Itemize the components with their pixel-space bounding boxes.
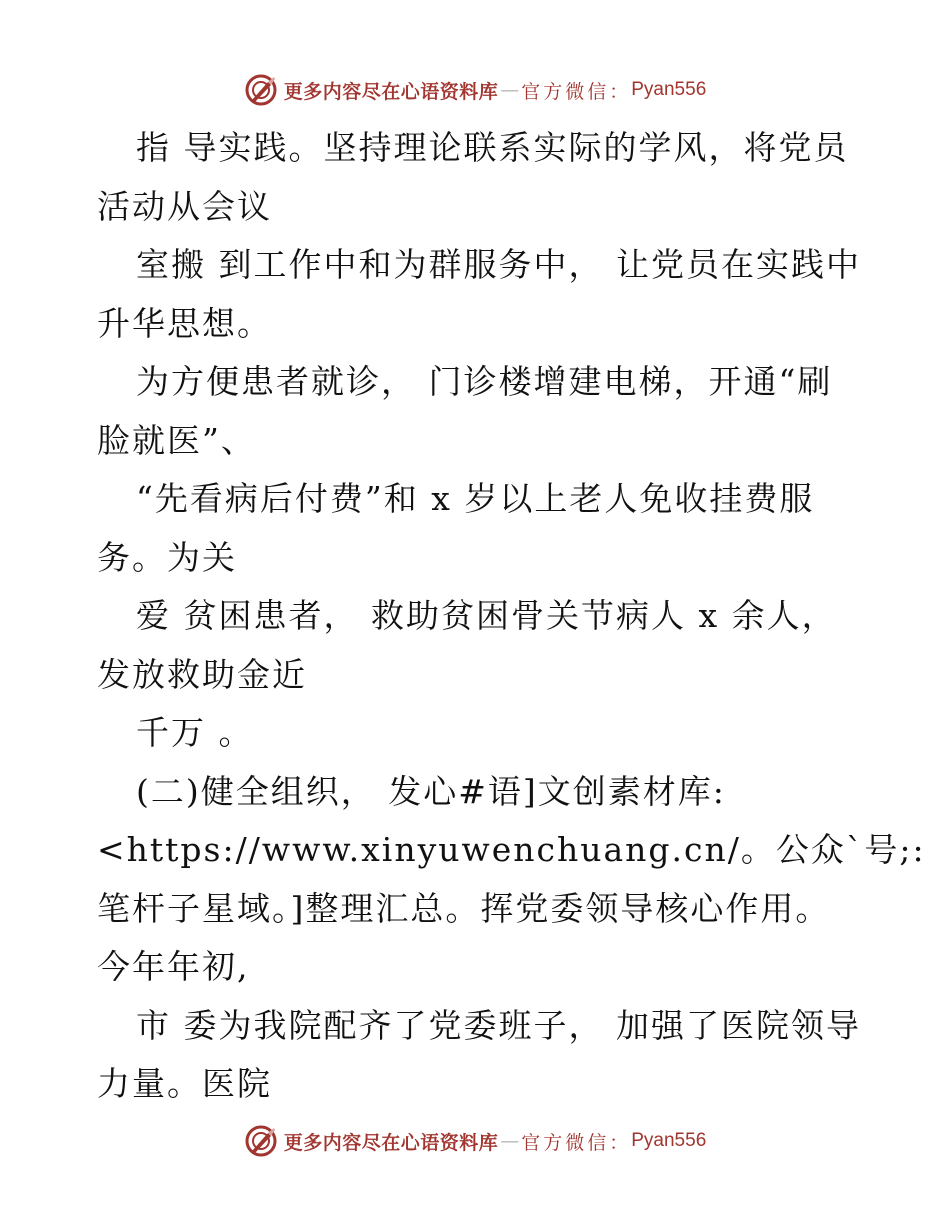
pen-logo-icon bbox=[244, 73, 278, 107]
pen-logo-icon bbox=[244, 1124, 278, 1158]
text-line: 千万 。 bbox=[136, 713, 254, 752]
text-line: 室搬 到工作中和为群服务中， 让党员在实践中 bbox=[136, 245, 861, 284]
text-line: 升华思想。 bbox=[97, 303, 272, 343]
watermark-site: 更多内容尽在心语资料库 bbox=[283, 1131, 499, 1154]
text-line: 笔杆子星域。]整理汇总。挥党委领导核心作用。 bbox=[97, 888, 831, 928]
watermark-id: Pyan556 bbox=[631, 79, 707, 100]
text-line: (二)健全组织， 发心#语]文创素材库: bbox=[136, 771, 726, 811]
watermark-label: 官方微信： bbox=[521, 1131, 632, 1154]
text-line: 脸就医”、 bbox=[97, 420, 256, 460]
watermark-footer bbox=[0, 1121, 950, 1161]
text-line: 活动从会议 bbox=[97, 186, 272, 226]
text-line: <https://www.xinyuwenchuang.cn/。公众`号;: bbox=[97, 830, 926, 869]
watermark-label: 官方微信： bbox=[521, 80, 632, 103]
watermark-site: 更多内容尽在心语资料库 bbox=[283, 80, 499, 103]
text-line: 爱 贫困患者， 救助贫困骨关节病人 x 余人， bbox=[136, 596, 837, 635]
text-line: 为方便患者就诊， 门诊楼增建电梯，开通“刷 bbox=[136, 362, 833, 401]
text-line: 务。为关 bbox=[97, 537, 237, 577]
watermark-header bbox=[0, 70, 950, 110]
text-line: “先看病后付费”和 x 岁以上老人免收挂费服 bbox=[136, 479, 815, 518]
watermark-separator: — bbox=[500, 1130, 520, 1152]
document-body bbox=[97, 119, 926, 1114]
watermark-separator: — bbox=[500, 79, 520, 101]
text-line: 力量。医院 bbox=[97, 1064, 272, 1103]
text-line: 市 委为我院配齐了党委班子， 加强了医院领导 bbox=[136, 1005, 861, 1045]
text-line: 今年年初, bbox=[97, 947, 250, 986]
text-line: 指 导实践。坚持理论联系实际的学风，将党员 bbox=[136, 128, 849, 167]
watermark-id: Pyan556 bbox=[631, 1130, 707, 1151]
text-line: 发放救助金近 bbox=[97, 654, 307, 694]
